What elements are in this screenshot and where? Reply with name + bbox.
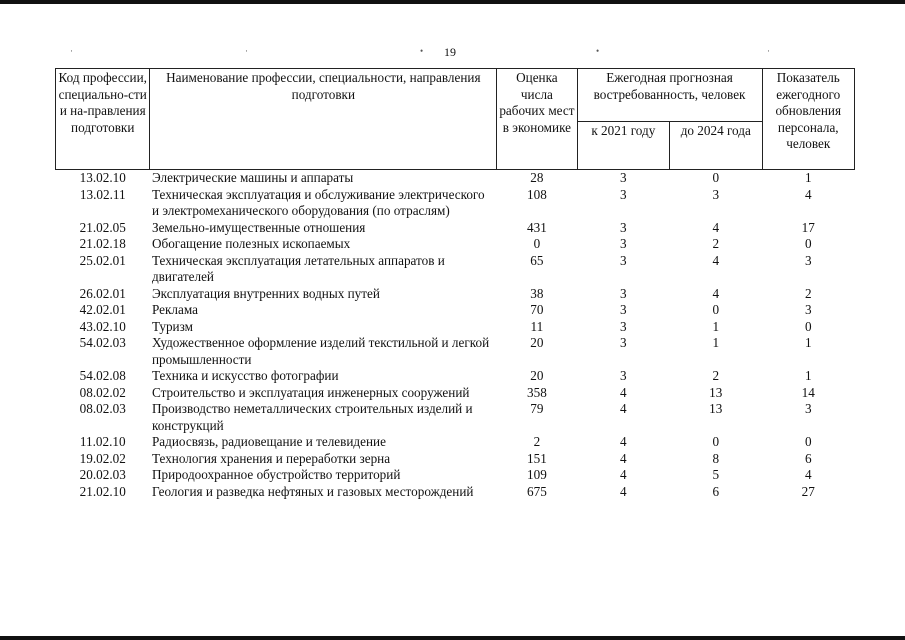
row-forecast-2024: 1 <box>712 318 720 334</box>
row-code: 08.02.03 <box>79 401 126 416</box>
row-estimate: 20 <box>530 368 544 383</box>
professions-table <box>55 68 855 500</box>
row-name: Туризм <box>151 318 193 334</box>
row-estimate: 79 <box>530 401 544 416</box>
row-forecast-2021: 4 <box>620 483 627 499</box>
row-forecast-2021: 4 <box>620 450 627 466</box>
row-renewal: 6 <box>804 450 812 466</box>
page-number: 19 <box>444 45 456 59</box>
row-code: 42.02.01 <box>79 302 126 317</box>
row-code: 20.02.03 <box>79 467 126 482</box>
row-forecast-2021: 4 <box>620 401 627 416</box>
scan-speck: · <box>767 46 770 56</box>
row-forecast-2024: 2 <box>712 236 720 251</box>
header-forecast-group: Ежегодная прогнозная востребованность, человек <box>577 69 762 122</box>
row-estimate: 38 <box>530 285 544 301</box>
row-estimate: 109 <box>527 467 547 482</box>
row-forecast-2024: 13 <box>709 384 723 400</box>
table-row <box>56 236 855 253</box>
row-forecast-2021: 3 <box>620 236 627 251</box>
row-estimate: 20 <box>530 335 544 350</box>
row-code: 54.02.08 <box>79 368 126 383</box>
row-code: 13.02.10 <box>79 170 126 185</box>
row-renewal: 14 <box>801 384 815 400</box>
row-estimate: 151 <box>527 450 547 466</box>
row-forecast-2024: 4 <box>712 219 720 235</box>
row-renewal: 0 <box>804 434 812 449</box>
table-row <box>56 451 855 468</box>
row-code: 19.02.02 <box>79 450 126 466</box>
row-forecast-2024: 13 <box>709 401 723 416</box>
row-forecast-2021: 4 <box>620 434 627 449</box>
header-forecast-2024: до 2024 года <box>670 122 762 170</box>
row-estimate: 108 <box>527 186 547 202</box>
row-forecast-2024: 4 <box>712 285 720 301</box>
row-name: Эксплуатация внутренних водных путей <box>151 285 380 301</box>
row-estimate: 0 <box>533 236 541 251</box>
row-renewal: 4 <box>804 186 812 202</box>
row-forecast-2021: 3 <box>620 219 627 235</box>
row-renewal: 3 <box>804 302 812 317</box>
row-renewal: 4 <box>804 467 812 482</box>
row-renewal: 27 <box>801 483 815 499</box>
table-row <box>56 302 855 319</box>
row-forecast-2024: 5 <box>712 467 720 482</box>
row-code: 21.02.05 <box>79 219 126 235</box>
table-row <box>56 385 855 402</box>
table-row <box>56 484 855 501</box>
scan-speck: • <box>420 46 424 56</box>
row-renewal: 2 <box>804 285 812 301</box>
row-code: 11.02.10 <box>79 434 126 449</box>
table-row <box>56 368 855 385</box>
table-row <box>56 467 855 484</box>
row-forecast-2024: 0 <box>712 170 720 185</box>
row-renewal: 0 <box>804 318 812 334</box>
row-forecast-2021: 3 <box>620 335 627 350</box>
row-name: Радиосвязь, радиовещание и телевидение <box>151 434 386 449</box>
row-forecast-2021: 3 <box>620 170 627 185</box>
row-forecast-2024: 0 <box>712 302 720 317</box>
row-estimate: 70 <box>530 302 544 317</box>
row-name: Геология и разведка нефтяных и газовых месторождений <box>151 483 474 499</box>
row-forecast-2021: 3 <box>620 285 627 301</box>
row-name: Земельно-имущественные отношения <box>151 219 366 235</box>
row-name: Техническая эксплуатация летательных аппаратов и двигателей <box>151 252 445 284</box>
row-name: Природоохранное обустройство территорий <box>151 467 401 482</box>
table-row <box>56 319 855 336</box>
header-code: Код профессии, специально-сти и на-правления подготовки <box>56 69 150 170</box>
row-forecast-2021: 3 <box>620 368 627 383</box>
row-forecast-2021: 3 <box>620 318 627 334</box>
row-code: 43.02.10 <box>79 318 126 334</box>
row-estimate: 675 <box>527 483 547 499</box>
row-renewal: 1 <box>804 335 812 350</box>
row-name: Реклама <box>151 302 198 317</box>
row-estimate: 11 <box>530 318 544 334</box>
row-forecast-2021: 3 <box>620 302 627 317</box>
table-row <box>56 401 855 434</box>
row-name: Художественное оформление изделий текстильной и легкой промышленности <box>151 335 490 367</box>
row-code: 08.02.02 <box>79 384 126 400</box>
row-code: 21.02.10 <box>79 483 126 499</box>
row-renewal: 1 <box>804 368 812 383</box>
table-row <box>56 187 855 220</box>
scan-speck: • <box>596 46 600 56</box>
table-row <box>56 335 855 368</box>
row-code: 26.02.01 <box>79 285 126 301</box>
header-forecast-2021: к 2021 году <box>577 122 669 170</box>
row-forecast-2024: 8 <box>712 450 720 466</box>
row-name: Строительство и эксплуатация инженерных сооружений <box>151 384 470 400</box>
row-forecast-2024: 3 <box>712 186 720 202</box>
row-forecast-2021: 3 <box>620 252 627 268</box>
row-renewal: 3 <box>804 401 812 416</box>
header-name: Наименование профессии, специальности, направления подготовки <box>150 69 497 170</box>
table-body <box>56 170 855 501</box>
row-forecast-2021: 4 <box>620 384 627 400</box>
row-forecast-2024: 6 <box>712 483 720 499</box>
row-code: 13.02.11 <box>79 186 126 202</box>
row-estimate: 28 <box>530 170 544 185</box>
row-forecast-2021: 3 <box>620 186 627 202</box>
row-name: Техника и искусство фотографии <box>151 368 339 383</box>
scan-speck: · <box>70 46 73 56</box>
table-row <box>56 286 855 303</box>
row-code: 54.02.03 <box>79 335 126 350</box>
row-forecast-2024: 2 <box>712 368 720 383</box>
row-renewal: 1 <box>804 170 812 185</box>
row-forecast-2024: 0 <box>712 434 720 449</box>
row-estimate: 65 <box>530 252 544 268</box>
row-name: Электрические машины и аппараты <box>151 170 354 185</box>
table-row <box>56 170 855 187</box>
table-row <box>56 434 855 451</box>
row-estimate: 431 <box>527 219 547 235</box>
row-code: 21.02.18 <box>79 236 126 251</box>
row-renewal: 17 <box>801 219 815 235</box>
row-name: Техническая эксплуатация и обслуживание электрического и электромеханического оборудования (по отраслям) <box>151 186 485 218</box>
scan-speck: · <box>245 46 248 56</box>
row-estimate: 2 <box>533 434 541 449</box>
row-forecast-2024: 1 <box>712 335 720 350</box>
row-code: 25.02.01 <box>79 252 126 268</box>
row-renewal: 0 <box>804 236 812 251</box>
row-name: Производство неметаллических строительных изделий и конструкций <box>151 401 473 433</box>
table-row <box>56 253 855 286</box>
table-row <box>56 220 855 237</box>
row-name: Обогащение полезных ископаемых <box>151 236 351 251</box>
header-estimate: Оценка числа рабочих мест в экономике <box>497 69 577 170</box>
row-name: Технология хранения и переработки зерна <box>151 450 391 466</box>
row-estimate: 358 <box>527 384 547 400</box>
header-renewal: Показатель ежегодного обновления персонала, человек <box>762 69 855 170</box>
row-renewal: 3 <box>804 252 812 268</box>
row-forecast-2021: 4 <box>620 467 627 482</box>
row-forecast-2024: 4 <box>712 252 720 268</box>
